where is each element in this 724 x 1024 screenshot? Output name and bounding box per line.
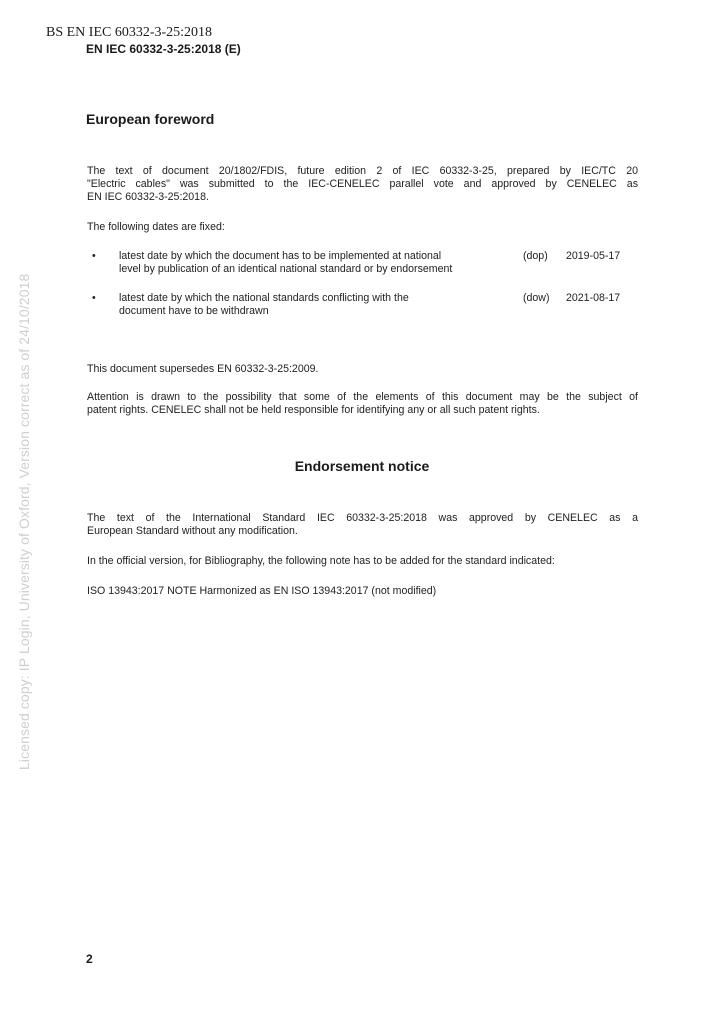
supersedes-statement: This document supersedes EN 60332-3-25:2009. bbox=[87, 363, 319, 375]
bibliography-note: In the official version, for Bibliography, the following note has to be added for the standard indicated: bbox=[87, 555, 555, 567]
paragraph-line: The text of document 20/1802/FDIS, future edition 2 of IEC 60332-3-25, prepared by IEC/TC 20 bbox=[87, 165, 638, 177]
paragraph-line: "Electric cables" was submitted to the IEC-CENELEC parallel vote and approved by CENELEC as bbox=[87, 178, 638, 190]
endorsement-paragraph bbox=[87, 512, 638, 538]
date-description-line: document have to be withdrawn bbox=[119, 305, 269, 317]
foreword-paragraph bbox=[87, 165, 638, 204]
bullet: • bbox=[92, 250, 96, 262]
paragraph-line: Attention is drawn to the possibility that some of the elements of this document may be the subject of bbox=[87, 391, 638, 403]
paragraph-line: The text of the International Standard IEC 60332-3-25:2018 was approved by CENELEC as a bbox=[87, 512, 638, 524]
endorsement-title: Endorsement notice bbox=[294, 458, 430, 474]
iso-note: ISO 13943:2017 NOTE Harmonized as EN ISO 13943:2017 (not modified) bbox=[87, 585, 437, 597]
en-designation-header: EN IEC 60332-3-25:2018 (E) bbox=[86, 42, 241, 56]
patent-attention-paragraph bbox=[87, 391, 638, 417]
paragraph-line: European Standard without any modification. bbox=[87, 525, 298, 537]
date-description-line: level by publication of an identical national standard or by endorsement bbox=[119, 263, 453, 275]
license-watermark: Licensed copy: IP Login, University of Oxford, Version correct as of 24/10/2018 bbox=[16, 273, 32, 770]
date-description-line: latest date by which the document has to be implemented at national bbox=[119, 250, 442, 262]
date-value: 2021-08-17 bbox=[566, 292, 621, 304]
bullet: • bbox=[92, 292, 96, 304]
dates-intro: The following dates are fixed: bbox=[87, 221, 225, 233]
date-value: 2019-05-17 bbox=[566, 250, 621, 262]
page-number: 2 bbox=[86, 952, 93, 966]
foreword-title: European foreword bbox=[86, 111, 215, 127]
standard-designation-header: BS EN IEC 60332-3-25:2018 bbox=[46, 25, 213, 40]
date-description bbox=[119, 250, 519, 276]
date-code: (dow) bbox=[523, 292, 550, 304]
date-code: (dop) bbox=[523, 250, 548, 262]
date-description-line: latest date by which the national standards conflicting with the bbox=[119, 292, 409, 304]
date-description bbox=[119, 292, 519, 318]
paragraph-line: EN IEC 60332-3-25:2018. bbox=[87, 191, 209, 203]
paragraph-line: patent rights. CENELEC shall not be held responsible for identifying any or all such patent rights. bbox=[87, 404, 540, 416]
